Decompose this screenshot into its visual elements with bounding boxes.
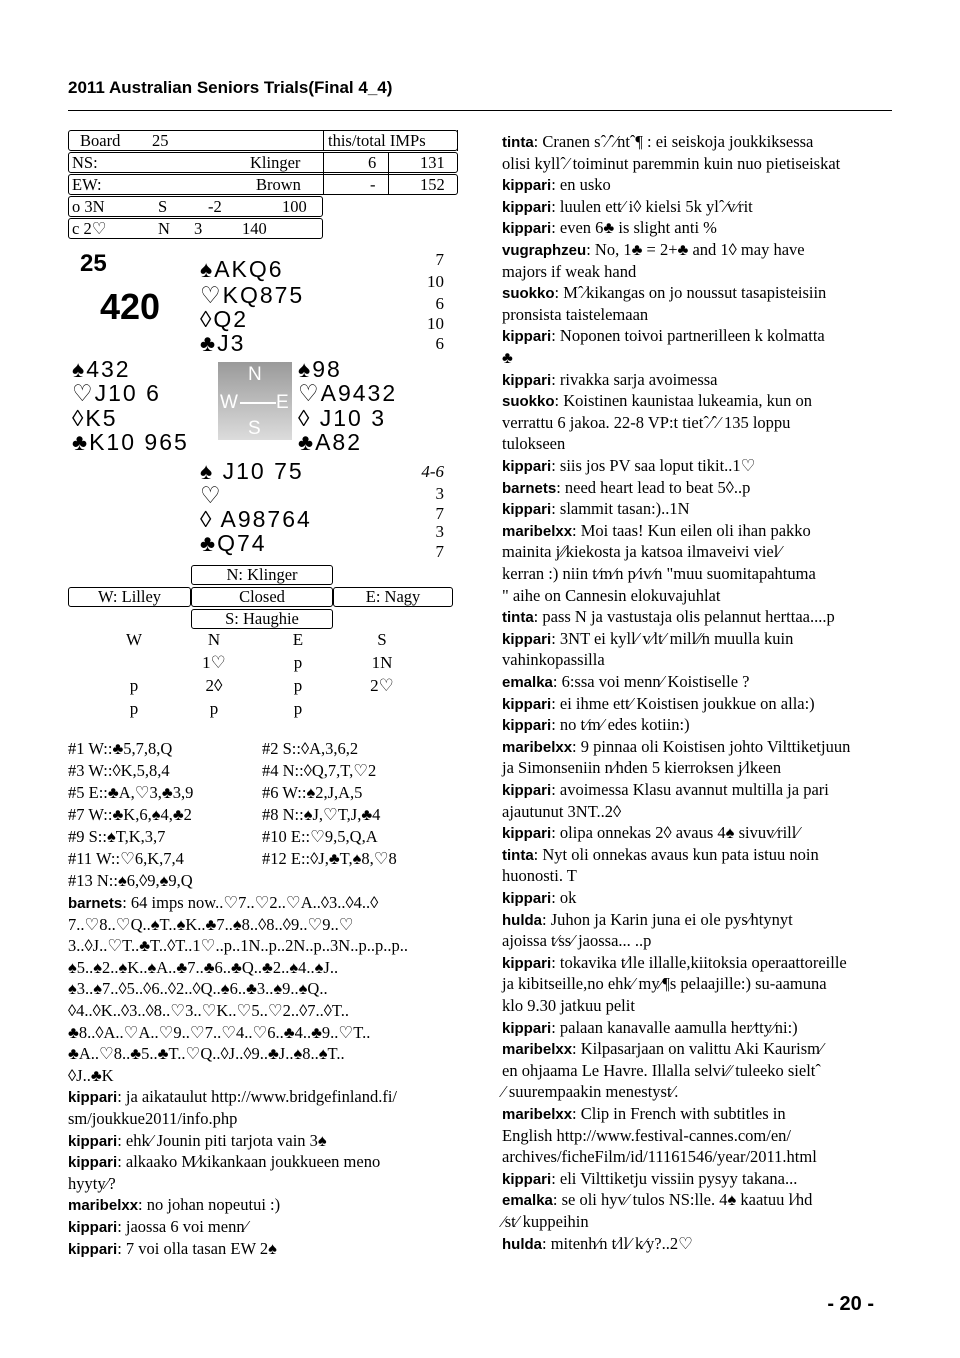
north-clubs: ♣J3 xyxy=(200,330,246,356)
chat-text: : 6:ssa voi menn⁄ Koistiselle ? xyxy=(552,672,750,691)
chat-line xyxy=(502,973,897,995)
tricks-s-0: 4-6 xyxy=(421,462,444,481)
chat-nick: tinta xyxy=(502,609,534,627)
chat-line xyxy=(502,131,897,154)
player-south: S: Haughie xyxy=(191,609,333,629)
east-hearts: ♡A9432 xyxy=(298,380,398,406)
chat-nick: maribelxx xyxy=(502,1106,573,1123)
chat-text: : Koistinen kaunistaa lukeamia, kun on xyxy=(554,391,813,411)
header-rule xyxy=(68,110,892,111)
cell: 131 xyxy=(420,153,445,172)
tricks-s-4: 7 xyxy=(435,542,444,561)
compass-line xyxy=(240,402,276,404)
chat-line xyxy=(502,477,897,500)
chat-nick: hulda xyxy=(502,911,542,929)
chat-text: : Juhon ja Karin juna ei ole pys⁄htynyt xyxy=(542,909,793,929)
chat-line xyxy=(68,1065,463,1087)
chat-line xyxy=(502,952,897,975)
score-row xyxy=(68,197,458,217)
chat-text: ajautunut 3NT..2◊ xyxy=(502,801,622,821)
chat-nick: maribelxx xyxy=(502,1041,573,1059)
cell: Board xyxy=(80,131,121,150)
chat-nick: kippari xyxy=(502,954,552,972)
chat-nick: kippari xyxy=(502,630,552,648)
auction-cell: p xyxy=(293,676,303,695)
cell: S xyxy=(158,197,168,216)
chat-nick: kippari xyxy=(502,371,552,389)
auction-cell: p xyxy=(293,653,303,672)
chat-text: : no t⁄m⁄ edes kotiin:) xyxy=(551,715,690,735)
chat-line xyxy=(502,1081,897,1103)
chat-line xyxy=(502,995,897,1017)
chat-line xyxy=(502,217,897,240)
chat-text: : Mˆ⁄kikangas on jo noussut tasapisteisiin xyxy=(554,283,827,303)
chat-line xyxy=(502,1103,897,1126)
chat-line xyxy=(502,1125,897,1147)
chat-line xyxy=(502,239,897,262)
chat-nick: emalka xyxy=(502,1192,553,1210)
chat-text: : se oli hyv⁄ tulos NS:lle. 4♠ kaatuu l⁄hd xyxy=(552,1190,813,1210)
cell: this/total IMPs xyxy=(328,131,426,150)
chat-text: ⁄st⁄ kuppeihin xyxy=(502,1212,589,1231)
chat-line xyxy=(68,1022,463,1044)
chat-line xyxy=(68,914,463,936)
chat-line xyxy=(502,1233,897,1256)
chat-line xyxy=(502,649,897,671)
chat-line xyxy=(68,1000,463,1022)
chat-line xyxy=(68,1151,463,1174)
chat-text: : 7 voi olla tasan EW 2♠ xyxy=(117,1238,277,1258)
chat-text: ja Simonseniin n⁄hden 5 kierroksen j⁄lkeen xyxy=(502,758,782,778)
chat-nick: kippari xyxy=(502,825,552,843)
chat-line xyxy=(502,520,897,543)
chat-text: : Nyt oli onnekas avaus kun pata istuu noin xyxy=(533,844,819,864)
play-line: #7 W::♣K,6,♠4,♣2 #8 N::♠J,♡T,J,♣4 xyxy=(68,805,381,824)
chat-text: ♣ xyxy=(502,348,513,367)
chat-nick: kippari xyxy=(502,220,552,238)
south-hearts: ♡ xyxy=(200,482,223,508)
tricks-ns-1: 10 xyxy=(427,272,444,291)
cell: Klinger xyxy=(250,153,301,172)
chat-line xyxy=(502,1017,897,1040)
chat-text: : ei ihme ett⁄ Koistisen joukkue on alla:) xyxy=(551,693,815,713)
cell: EW: xyxy=(72,175,102,194)
chat-nick: kippari xyxy=(502,717,552,735)
chat-nick: hulda xyxy=(502,1235,542,1253)
chat-text: : ja aikataulut http://www.bridgefinland.fi/ xyxy=(117,1087,398,1107)
chat-line xyxy=(502,261,897,283)
chat-line xyxy=(502,887,897,910)
chat-nick: kippari xyxy=(68,1154,118,1172)
chat-line xyxy=(502,498,897,521)
chat-line xyxy=(502,628,897,651)
chat-line xyxy=(502,757,897,779)
tricks-s-2: 7 xyxy=(435,504,444,523)
chat-line xyxy=(68,1108,463,1130)
chat-text: " aihe on Cannesin elokuvajuhlat xyxy=(502,585,721,605)
chat-text: verrattu 6 jakoa. 22-8 VP:t tietˆ⁄ˆ⁄ 135 loppu xyxy=(502,412,791,432)
chat-nick: barnets xyxy=(502,479,557,497)
chat-line xyxy=(502,736,897,759)
tricks-ns-0: 7 xyxy=(435,250,444,269)
play-line: #3 W::◊K,5,8,4 #4 N::◊Q,7,T,♡2 xyxy=(68,761,377,780)
score-row xyxy=(68,219,458,239)
chat-text: ◊J..♣K xyxy=(68,1065,114,1085)
compass-north: N xyxy=(248,364,262,385)
chat-text: : Moi taas! Kun eilen oli ihan pakko xyxy=(572,520,811,540)
chat-nick: kippari xyxy=(502,177,552,195)
tricks-ns-2: 6 xyxy=(435,294,444,313)
chat-nick: maribelxx xyxy=(502,738,573,756)
chat-text: : eli Vilttiketju vissiin pysyy takana... xyxy=(551,1168,798,1188)
chat-text: : 64 imps now..♡7..♡2..♡A..◊3..◊4..◊ xyxy=(122,893,379,912)
south-diamonds: ◊ A98764 xyxy=(200,506,312,532)
cell: 3 xyxy=(194,219,203,238)
compass-south: S xyxy=(248,418,261,439)
chat-line xyxy=(502,714,897,737)
chat-nick: kippari xyxy=(68,1240,118,1258)
tricks-s-1: 3 xyxy=(435,484,444,503)
chat-line xyxy=(502,779,897,802)
chat-line xyxy=(68,1173,463,1195)
auction-cell: 2◊ xyxy=(205,676,223,695)
chat-nick: suokko xyxy=(502,285,555,303)
chat-text: ♣A..♡8..♣5..♣T..♡Q..◊J..◊9..♣J..♠8..♠T.. xyxy=(68,1044,345,1064)
chat-nick: emalka xyxy=(502,674,553,691)
chat-text: : no johan nopeutui :) xyxy=(138,1195,281,1215)
chat-nick: tinta xyxy=(502,846,534,864)
chat-nick: kippari xyxy=(502,1170,552,1188)
cell: 25 xyxy=(152,131,169,150)
chat-text: : avoimessa Klasu avannut multilla ja pari xyxy=(551,780,829,799)
chat-text: ja kibitseille,no ehk⁄ my⁄¶s pelaajille:) su-aamuna xyxy=(502,974,827,994)
chat-line xyxy=(502,801,897,823)
chat-text: vahinkopassilla xyxy=(502,650,605,670)
chat-text: : No, 1♣ = 2+♣ and 1◊ may have xyxy=(586,240,805,259)
chat-line xyxy=(502,865,897,887)
player-north: N: Klinger xyxy=(191,565,333,585)
chat-text: : rivakka sarja avoimessa xyxy=(551,369,718,389)
chat-text: : Clip in French with subtitles in xyxy=(572,1104,786,1123)
chat-nick: kippari xyxy=(68,1219,118,1236)
chat-text: ♠3..♠7..◊5..◊6..◊2..◊Q..♠6..♣3..♠9..♠Q.. xyxy=(68,979,328,999)
board-score: 420 xyxy=(100,286,161,327)
auction-cell: p xyxy=(129,676,139,695)
score-row xyxy=(68,153,458,173)
east-clubs: ♣A82 xyxy=(298,429,363,455)
chat-line xyxy=(502,196,897,219)
auction-cell: p xyxy=(293,699,303,718)
chat-nick: suokko xyxy=(502,393,555,411)
chat-nick: vugraphzeu xyxy=(502,242,587,259)
chat-text: olisi kyllˆ⁄ toiminut paremmin kuin nuo pietiseiskat xyxy=(502,153,841,173)
chat-line xyxy=(502,1189,897,1212)
cell: 152 xyxy=(420,175,445,194)
cell: 140 xyxy=(242,219,267,238)
chat-text: : ok xyxy=(551,888,577,907)
north-spades: ♠AKQ6 xyxy=(200,256,284,282)
chat-line xyxy=(502,1211,897,1233)
chat-text: 3..◊J..♡T..♣T..◊T..1♡..p..1N..p..2N..p..3N..p..p..p.. xyxy=(68,936,408,956)
chat-text: : palaan kanavalle aamulla her⁄tty⁄ni:) xyxy=(551,1017,798,1037)
chat-line xyxy=(502,563,897,585)
chat-line xyxy=(502,390,897,413)
chat-nick: kippari xyxy=(68,1089,118,1107)
play-line: #5 E::♣A,♡3,♣3,9 #6 W::♠2,J,A,5 xyxy=(68,783,363,802)
chat-text: hyyty⁄? xyxy=(68,1173,116,1193)
west-diamonds: ◊K5 xyxy=(72,405,118,431)
compass xyxy=(218,362,292,440)
chat-text: English http://www.festival-cannes.com/en/ xyxy=(502,1125,791,1145)
chat-text: ♣8..◊A..♡A..♡9..♡7..♡4..♡6..♣4..♣9..♡T.. xyxy=(68,1022,371,1042)
chat-text: pronsista taistelemaan xyxy=(502,304,649,324)
chat-text: mainita j⁄⁄kiekosta ja katsoa ilmaveivi viel⁄ xyxy=(502,542,782,562)
chat-line xyxy=(502,844,897,867)
auction-cell: 1N xyxy=(371,653,393,672)
cell: - xyxy=(370,175,376,194)
chat-text: : olipa onnekas 2◊ avaus 4♠ sivuv⁄rill⁄ xyxy=(551,823,800,843)
cell: NS: xyxy=(72,153,98,172)
chat-text: huonosti. T xyxy=(502,866,577,886)
cell: -2 xyxy=(208,197,222,216)
chat-line xyxy=(502,412,897,434)
auction-cell: 2♡ xyxy=(370,676,394,695)
cell: o 3N xyxy=(72,197,105,216)
chat-text: majors if weak hand xyxy=(502,261,637,281)
south-spades: ♠ J10 75 xyxy=(200,458,304,484)
chat-nick: kippari xyxy=(502,782,552,799)
chat-text: ⁄ suurempaakin menestyst⁄. xyxy=(502,1082,679,1102)
north-diamonds: ◊Q2 xyxy=(200,306,249,332)
chat-line xyxy=(502,347,897,369)
west-clubs: ♣K10 965 xyxy=(72,429,189,455)
chat-line xyxy=(502,1038,897,1061)
chat-text: : luulen ett⁄ i◊ kielsi 5k ylˆ⁄v⁄rit xyxy=(551,196,753,216)
chat-text: : 9 pinnaa oli Koistisen johto Vilttiketjuun xyxy=(572,736,851,756)
tricks-s-3: 3 xyxy=(435,522,444,541)
auction-cell: W xyxy=(125,630,143,649)
cell: Brown xyxy=(256,175,301,194)
chat-line xyxy=(502,455,897,478)
chat-nick: maribelxx xyxy=(502,522,573,540)
chat-line xyxy=(502,174,897,197)
chat-text: ♠5..♠2..♠K..♠A..♣7..♣6..♣Q..♣2..♠4..♠J.. xyxy=(68,957,339,977)
chat-text: : ehk⁄ Jounin piti tarjota vain 3♠ xyxy=(117,1130,327,1150)
chat-text: : slammit tasan:)..1N xyxy=(551,499,690,519)
chat-line xyxy=(502,153,897,175)
east-diamonds: ◊ J10 3 xyxy=(298,405,387,431)
chat-text: ajoissa t⁄ss⁄ jaossa... ..p xyxy=(502,931,652,951)
chat-line xyxy=(502,541,897,563)
player-east: E: Nagy xyxy=(333,587,453,607)
auction-cell: p xyxy=(209,699,219,718)
chat-nick: kippari xyxy=(502,328,552,346)
chat-line xyxy=(502,822,897,845)
chat-nick: kippari xyxy=(502,1019,552,1037)
cell: N xyxy=(158,219,170,238)
east-spades: ♠98 xyxy=(298,356,342,382)
west-hearts: ♡J10 6 xyxy=(72,380,161,406)
chat-line xyxy=(502,930,897,952)
chat-line xyxy=(502,606,897,629)
chat-line xyxy=(502,1168,897,1191)
chat-text: : tokavika t⁄lle illalle,kiitoksia operaattoreille xyxy=(551,952,847,972)
chat-text: archives/ficheFilm/id/11161546/year/2011.html xyxy=(502,1147,817,1167)
chat-text: : alkaako M⁄kikankaan joukkueen meno xyxy=(117,1152,381,1172)
chat-line xyxy=(502,585,897,607)
chat-text: kerran :) niin t⁄m⁄n p⁄iv⁄n "muu suomitapahtuma xyxy=(502,564,816,583)
chat-nick: barnets xyxy=(68,895,123,912)
chat-line xyxy=(68,978,463,1000)
north-hearts: ♡KQ875 xyxy=(200,282,305,308)
auction-cell: p xyxy=(129,699,139,718)
cell: 100 xyxy=(282,197,307,216)
auction-cell: 1♡ xyxy=(202,653,226,672)
tricks-ns-3: 10 xyxy=(427,314,444,333)
chat-line xyxy=(502,1146,897,1168)
chat-line xyxy=(68,1086,463,1109)
chat-line xyxy=(68,1238,463,1261)
chat-line xyxy=(68,935,463,957)
tricks-ns-4: 6 xyxy=(435,334,444,353)
player-west: W: Lilley xyxy=(68,587,191,607)
board-number: 25 xyxy=(80,250,107,277)
chat-line xyxy=(502,282,897,305)
play-line: #9 S::♠T,K,3,7 #10 E::♡9,5,Q,A xyxy=(68,827,378,846)
chat-text: tulokseen xyxy=(502,434,566,454)
chat-text: 7..♡8..♡Q..♠T..♠K..♣7..♠8..◊8..◊9..♡9..♡ xyxy=(68,914,354,934)
cell: c 2♡ xyxy=(72,219,107,238)
chat-nick: kippari xyxy=(502,198,552,216)
chat-text: : Kilpasarjaan on valittu Aki Kaurism⁄ xyxy=(572,1039,823,1059)
chat-nick: kippari xyxy=(502,458,552,475)
chat-nick: maribelxx xyxy=(68,1197,139,1215)
page-number: - 20 - xyxy=(827,1293,874,1315)
play-line: #11 W::♡6,K,7,4 #12 E::◊J,♣T,♠8,♡8 xyxy=(68,849,397,868)
chat-nick: kippari xyxy=(502,695,552,713)
chat-text: : Cranen sˆ⁄ˆ⁄ntˆ¶ : ei seiskoja joukkiksessa xyxy=(533,132,814,151)
south-clubs: ♣Q74 xyxy=(200,530,267,556)
room-label: Closed xyxy=(191,587,333,607)
chat-text: : mitenh⁄n t⁄ll⁄ k⁄y?..2♡ xyxy=(542,1233,693,1253)
chat-line xyxy=(502,304,897,326)
chat-text: : even 6♣ is slight anti % xyxy=(551,218,717,238)
chat-text: : pass N ja vastustaja olis pelannut herttaa....p xyxy=(533,607,835,627)
chat-text: klo 9.30 jatkuu pelit xyxy=(502,996,635,1015)
compass-west: W xyxy=(220,392,238,413)
chat-text: : 3NT ei kyll⁄ v⁄lt⁄ mill⁄⁄n muulla kuin xyxy=(551,628,794,648)
chat-line xyxy=(68,1043,463,1065)
chat-line xyxy=(502,1060,897,1082)
chat-nick: kippari xyxy=(502,890,552,907)
chat-nick: kippari xyxy=(502,501,552,519)
chat-text: en ohjaama Le Havre. Illalla selvi⁄⁄ tuleeko sieltˆ xyxy=(502,1060,821,1080)
chat-text: sm/joukkue2011/info.php xyxy=(68,1109,238,1128)
chat-line xyxy=(502,369,897,392)
play-line: #13 N::♠6,◊9,♠9,Q xyxy=(68,871,193,890)
chat-line xyxy=(68,957,463,979)
chat-line xyxy=(502,693,897,716)
chat-line xyxy=(502,671,897,694)
page-title: 2011 Australian Seniors Trials(Final 4_4) xyxy=(68,78,393,97)
west-spades: ♠432 xyxy=(72,356,131,382)
chat-text: : en usko xyxy=(551,175,611,195)
chat-line xyxy=(502,433,897,455)
auction-cell: N xyxy=(207,630,221,649)
auction-cell: S xyxy=(377,630,387,649)
compass-east: E xyxy=(276,392,289,413)
chat-text: : Noponen toivoi partnerilleen k kolmatta xyxy=(551,326,825,346)
chat-text: : siis jos PV saa loput tikit..1♡ xyxy=(551,456,756,475)
chat-line xyxy=(68,1194,463,1217)
score-row xyxy=(68,131,458,151)
chat-text: : jaossa 6 voi menn⁄ xyxy=(117,1217,248,1236)
chat-line xyxy=(68,892,463,915)
chat-text: : need heart lead to beat 5◊..p xyxy=(556,477,751,497)
chat-line xyxy=(502,325,897,348)
cell: 6 xyxy=(368,153,377,172)
chat-line xyxy=(502,909,897,932)
chat-line xyxy=(68,1216,463,1239)
play-line: #1 W::♣5,7,8,Q #2 S::◊A,3,6,2 xyxy=(68,739,359,758)
chat-nick: kippari xyxy=(68,1132,118,1150)
chat-nick: tinta xyxy=(502,134,534,151)
chat-text: ◊4..◊K..◊3..◊8..♡3..♡K..♡5..♡2..◊7..◊T.. xyxy=(68,1001,350,1020)
auction-cell: E xyxy=(292,630,304,649)
chat-line xyxy=(68,1130,463,1153)
score-row xyxy=(68,175,458,195)
